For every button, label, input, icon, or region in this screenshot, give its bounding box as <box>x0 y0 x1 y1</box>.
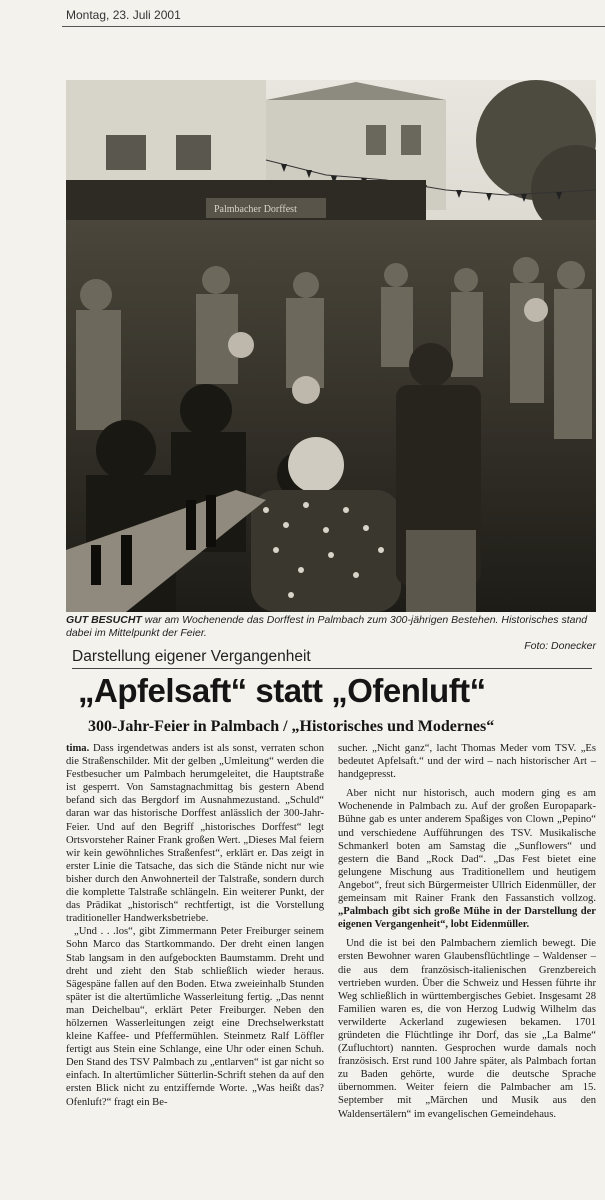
paragraph: „Und . . .los“, gibt Zimmermann Peter Freiburger seinem Sohn Marco das Startkommando. Der dreht einen langen Stab langsam in den aufgebockten Baumstamm. Dreht und dreht und zieht den Stab schließlich wieder heraus. Sägespäne fallen auf den Boden. Etwa zweieinhalb Stunden später ist die altertümliche Wasserleitung fertig. „Das nennt man Deichelbau“, erklärt Peter Freiburger. Neben den hölzernen Wasserleitungen zeigt eine Drechselwerkstatt kleine Kaffee- und Pfeffermühlen. Steinmetz Ralf Löffler fertigt aus Stein eine Schlange, eine Uhr oder einen Schuh. Den Stand des TSV Palmbach zu „entlarven“ ist gar nicht so einfach. In altertümlicher Sütterlin-Schrift stehen da auf den ersten Blick nicht zu entziffernde Worte. „Was heißt das? Ofenluft?“ fragt ein Be- <box>66 926 324 1108</box>
caption-text: war am Wochenende das Dorffest in Palmbach zum 300-jährigen Bestehen. Historisches stand dabei im Mittelpunkt der Feier. <box>66 614 588 639</box>
paragraph-text: Dass irgendetwas anders ist als sonst, verraten schon die Straßenschilder. Mit der gelben „Umleitung“ werden die Festbesucher um Palmbach herumgeleitet, die Hauptstraße ist gesperrt. Von Samstagnachmittag bis gestern Abend befand sich das Bergdorf im Ausnahmezustand. „Schuld“ daran war das historische Dorffest anlässlich der 300-Jahr-Feier. Und auf den Begriff „historisches Dorffest“ legt Ortsvorsteher Rainer Frank großen Wert. „Dieses Mal feiern wir kein gewöhnliches Straßenfest“, erklärt er. Das zeigt in erster Linie die Tatsache, das sich die Stände nicht nur wie bisher durch den Anwohnerteil der Talstraße, sondern durch die komplette Talstraße schlängeln. Ein weiterer Punkt, der das Prädikat „historisch“ rechtfertigt, ist die Vorstellung traditioneller Handwerksbetriebe. <box>66 743 324 925</box>
article-body <box>66 742 596 1194</box>
paragraph: sucher. „Nicht ganz“, lacht Thomas Meder vom TSV. „Es bedeutet Apfelsaft.“ und der wird – nach historischer Art – handgepresst. <box>338 743 596 781</box>
paragraph <box>338 787 596 931</box>
author-tag: tima. <box>66 743 90 754</box>
caption-lead: GUT BESUCHT <box>66 614 142 626</box>
paragraph-text: Aber nicht nur historisch, auch modern ging es am Wochenende in Palmbach zu. Auf der großen Europapark-Bühne gab es unter anderem Spaßiges von Clown „Pepino“ und verschiedene Aufführungen des TSV. Musikalische Schmankerl boten am Samstag die „Sunflowers“ und gestern die Band „Rock Dad“. „Das Fest bietet eine gelungene Mischung aus Traditionellem und heutigem Angebot“, freut sich Bürgermeister Ullrich Eidenmüller, der gemeinsam mit Rainer Frank den Fassanstich vollzog. <box>338 788 596 905</box>
festival-photo <box>66 80 596 612</box>
headline: „Apfelsaft“ statt „Ofenluft“ <box>78 672 486 709</box>
photo-credit: Foto: Donecker <box>524 640 596 652</box>
dateline: Montag, 23. Juli 2001 <box>66 8 181 22</box>
paragraph-bold-text: „Palmbach gibt sich große Mühe in der Darstellung der eigenen Vergangenheit“, lobt Eidenmüller. <box>338 906 596 931</box>
kicker: Darstellung eigener Vergangenheit <box>72 648 592 669</box>
festival-photo-icon <box>66 80 596 612</box>
paragraph <box>66 742 324 925</box>
article-column-2 <box>338 742 596 1194</box>
paragraph: Und die ist bei den Palmbachern ziemlich bewegt. Die ersten Bewohner waren Glaubensflüchtlinge – Waldenser – die aus dem französisch-italienischen Grenzbereich vertrieben wurden. Über die Schweiz und Hessen führte ihr Weg schließlich in württembergisches Gebiet. Insgesamt 28 Familien waren es, die von Herzog Ludwig Wilhelm das verwilderte Ackerland zugewiesen bekamen. 1701 gründeten die Flüchtlinge ihr Dorf, das sie „La Balme“ (Zufluchtort) nannten. Gesprochen wurde damals noch französisch. Erst rund 100 Jahre später, als Palmbach fortan zu Baden gehörte, wurde die deutsche Sprache übernommen. Weiter feiern die Palmbacher am 15. September mit „Märchen und Musik aus den Waldensertälern“ im evangelischen Gemeindehaus. <box>338 938 596 1120</box>
article-column-1 <box>66 742 324 1194</box>
stall-banner: Palmbacher Dorffest <box>214 204 297 215</box>
subheadline: 300-Jahr-Feier in Palmbach / „Historisches und Modernes“ <box>88 718 495 735</box>
header-rule <box>62 26 605 27</box>
